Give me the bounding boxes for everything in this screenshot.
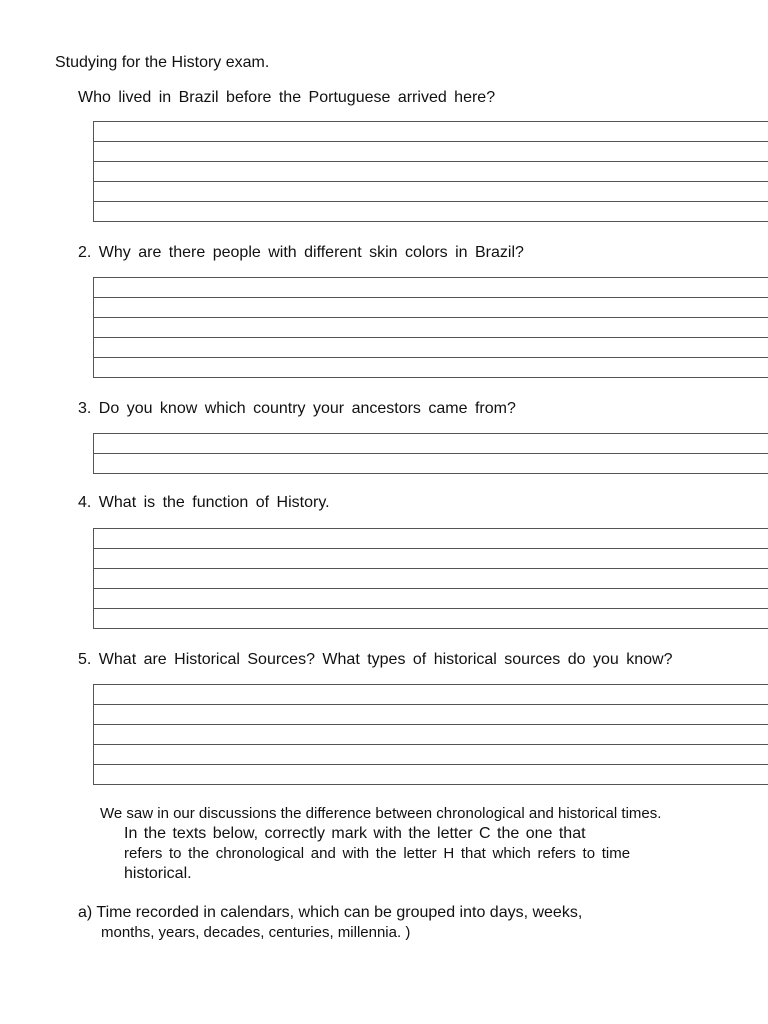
- answer-line: [94, 358, 768, 378]
- answer-line: [94, 549, 768, 569]
- item-a-line-2: months, years, decades, centuries, millennia. ): [101, 924, 411, 941]
- answer-line: [94, 609, 768, 629]
- question-1: Who lived in Brazil before the Portuguese arrived here?: [78, 89, 496, 106]
- answer-line: [94, 529, 768, 549]
- answer-line: [94, 745, 768, 765]
- instruction-line-3: historical.: [124, 865, 192, 882]
- item-a-line-1: a) Time recorded in calendars, which can be grouped into days, weeks,: [78, 904, 583, 921]
- answer-line: [94, 765, 768, 785]
- answer-line: [94, 338, 768, 358]
- answer-line: [94, 162, 768, 182]
- answer-box-3[interactable]: [93, 433, 768, 474]
- answer-line: [94, 705, 768, 725]
- instruction-line-1: In the texts below, correctly mark with the letter C the one that: [124, 825, 586, 842]
- instruction-line-2: refers to the chronological and with the letter H that which refers to time: [124, 845, 631, 862]
- worksheet-title: Studying for the History exam.: [55, 54, 270, 71]
- answer-box-5[interactable]: [93, 684, 768, 785]
- intro-text: We saw in our discussions the difference between chronological and historical times.: [100, 805, 662, 822]
- answer-line: [94, 589, 768, 609]
- answer-line: [94, 278, 768, 298]
- answer-line: [94, 298, 768, 318]
- answer-line: [94, 454, 768, 474]
- answer-line: [94, 725, 768, 745]
- question-2: 2. Why are there people with different skin colors in Brazil?: [78, 244, 524, 261]
- answer-line: [94, 318, 768, 338]
- answer-line: [94, 685, 768, 705]
- answer-line: [94, 569, 768, 589]
- answer-box-1[interactable]: [93, 121, 768, 222]
- answer-line: [94, 142, 768, 162]
- answer-line: [94, 122, 768, 142]
- question-3: 3. Do you know which country your ancestors came from?: [78, 400, 516, 417]
- answer-line: [94, 202, 768, 222]
- answer-line: [94, 434, 768, 454]
- answer-line: [94, 182, 768, 202]
- answer-box-2[interactable]: [93, 277, 768, 378]
- question-4: 4. What is the function of History.: [78, 494, 330, 511]
- question-5: 5. What are Historical Sources? What types of historical sources do you know?: [78, 651, 673, 668]
- answer-box-4[interactable]: [93, 528, 768, 629]
